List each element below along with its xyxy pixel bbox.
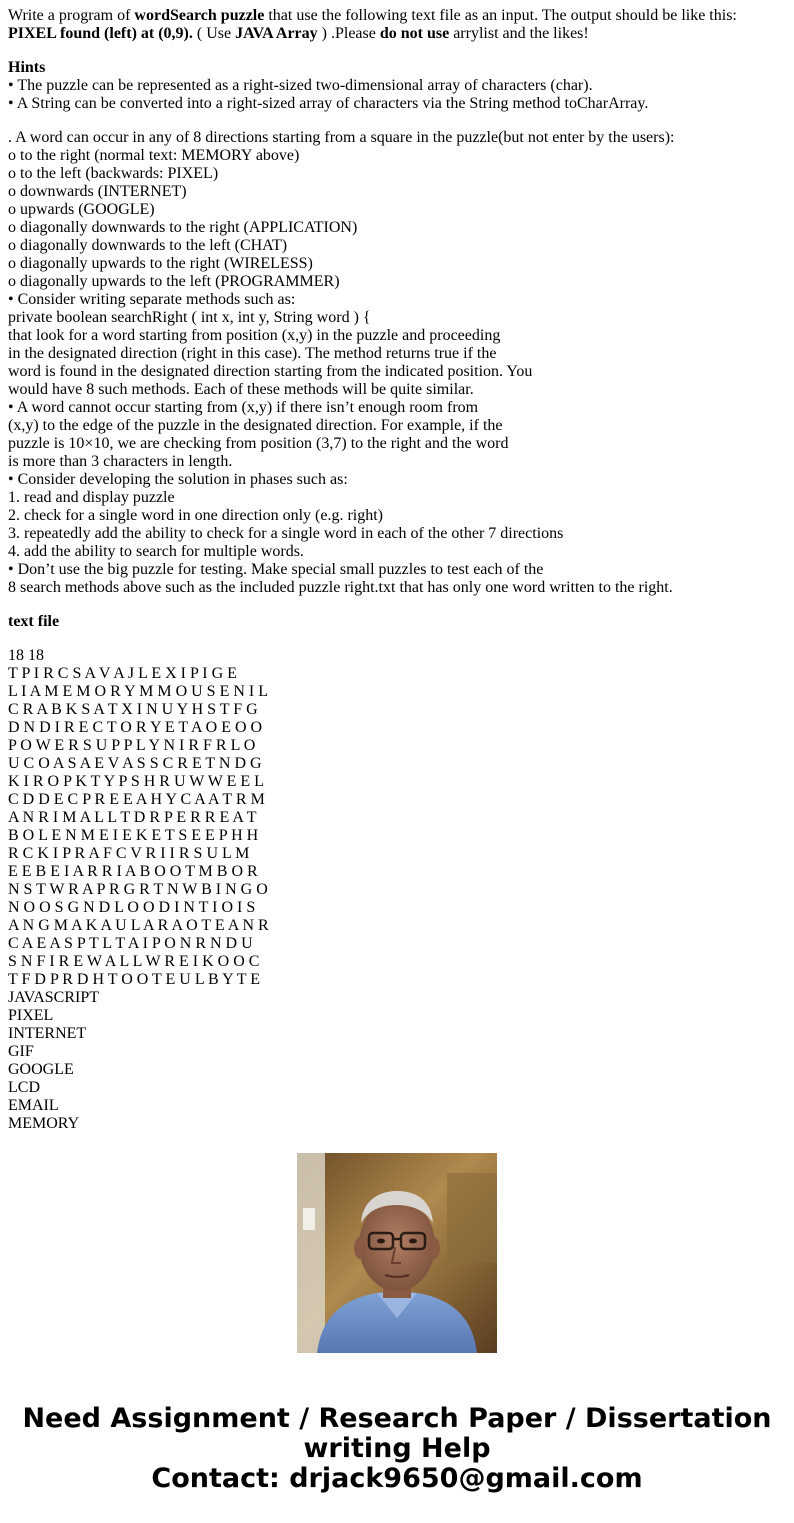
puzzle-row: N S T W R A P R G R T N W B I N G O [8,881,268,898]
direction-line: o diagonally upwards to the left (PROGRAMMER) [8,273,340,290]
direction-line: o to the right (normal text: MEMORY above) [8,147,300,164]
word-list-item: PIXEL [8,1007,54,1024]
direction-line: • Consider writing separate methods such as: [8,291,296,308]
intro-bold-donotuse: do not use [379,25,450,42]
textfile-line: 18 18 [8,647,44,664]
direction-line: o diagonally downwards to the left (CHAT) [8,237,288,254]
intro-text-4: ) .Please [317,25,380,42]
puzzle-row: C A E A S P T L T A I P O N R N D U [8,935,253,952]
puzzle-row: P O W E R S U P P L Y N I R F R L O [8,737,256,754]
puzzle-row: C D D E C P R E E A H Y C A A T R M [8,791,265,808]
intro-text-2: that use the following text file as an input. The output should be like this: [264,7,737,24]
puzzle-row: L I A M E M O R Y M M O U S E N I L [8,683,269,700]
hint-line: • A String can be converted into a right-sized array of characters via the String method toCharArray. [8,95,649,112]
puzzle-row: D N D I R E C T O R Y E T A O E O O [8,719,263,736]
direction-line: o diagonally downwards to the right (APPLICATION) [8,219,358,236]
direction-line: . A word can occur in any of 8 directions starting from a square in the puzzle(but not enter by the users): [8,129,675,146]
intro-bold-program: wordSearch puzzle [134,7,265,24]
direction-line: • A word cannot occur starting from (x,y) if there isn’t enough room from [8,399,479,416]
intro-bold-output: PIXEL found (left) at (0,9). [8,25,193,42]
word-list-item: EMAIL [8,1097,59,1114]
direction-line: puzzle is 10×10, we are checking from position (3,7) to the right and the word [8,435,509,452]
hints-heading: Hints [8,59,46,76]
direction-line: 8 search methods above such as the included puzzle right.txt that has only one word written to the right. [8,579,673,596]
portrait-photo [297,1153,497,1353]
word-list-item: LCD [8,1079,40,1096]
word-list-item: GIF [8,1043,34,1060]
puzzle-row: T P I R C S A V A J L E X I P I G E [8,665,237,682]
intro-paragraph [8,7,788,43]
intro-text-3: ( Use [192,25,236,42]
puzzle-row: C R A B K S A T X I N U Y H S T F G [8,701,258,718]
direction-line: o downwards (INTERNET) [8,183,187,200]
puzzle-row: T F D P R D H T O O T E U L B Y T E [8,971,261,988]
word-list-item: GOOGLE [8,1061,74,1078]
puzzle-row: A N R I M A L L T D R P E R R E A T [8,809,257,826]
direction-line: would have 8 such methods. Each of these methods will be quite similar. [8,381,474,398]
puzzle-row: N O O S G N D L O O D I N T I O I S [8,899,256,916]
direction-line: o upwards (GOOGLE) [8,201,155,218]
directions-paragraph [8,129,788,597]
direction-line: in the designated direction (right in this case). The method returns true if the [8,345,497,362]
hint-line: • The puzzle can be represented as a right-sized two-dimensional array of characters (char). [8,77,593,94]
promo-line-1: Need Assignment / Research Paper / Dissertation [22,1403,772,1434]
question-text [8,7,788,1132]
puzzle-row: S N F I R E W A L L W R E I K O O C [8,953,260,970]
direction-line: 3. repeatedly add the ability to check for a single word in each of the other 7 directions [8,525,564,542]
textfile-heading: text file [8,613,60,630]
direction-line: o to the left (backwards: PIXEL) [8,165,219,182]
textfile-contents [8,647,788,1133]
direction-line: that look for a word starting from position (x,y) in the puzzle and proceeding [8,327,501,344]
direction-line: (x,y) to the edge of the puzzle in the designated direction. For example, if the [8,417,503,434]
direction-line: 4. add the ability to search for multiple words. [8,543,304,560]
puzzle-row: B O L E N M E I E K E T S E E P H H [8,827,259,844]
puzzle-row: K I R O P K T Y P S H R U W W E E L [8,773,264,790]
intro-text-1: Write a program of [8,7,135,24]
textfile-heading-paragraph [8,613,788,631]
direction-line: • Don’t use the big puzzle for testing. Make special small puzzles to test each of the [8,561,544,578]
direction-line: word is found in the designated direction starting from the indicated position. You [8,363,533,380]
direction-line: o diagonally upwards to the right (WIRELESS) [8,255,313,272]
promo-contact: Contact: drjack9650@gmail.com [151,1463,643,1494]
direction-line: • Consider developing the solution in phases such as: [8,471,348,488]
intro-bold-array: JAVA Array [235,25,318,42]
puzzle-row: E E B E I A R R I A B O O T M B O R [8,863,258,880]
intro-text-5: arrylist and the likes! [449,25,589,42]
word-list-item: MEMORY [8,1115,80,1132]
avatar [297,1153,497,1353]
word-list-item: JAVASCRIPT [8,989,100,1006]
promo-line-2: writing Help [303,1433,491,1464]
promo-banner [0,1404,794,1494]
puzzle-row: A N G M A K A U L A R A O T E A N R [8,917,269,934]
word-list-item: INTERNET [8,1025,87,1042]
puzzle-row: R C K I P R A F C V R I I R S U L M [8,845,250,862]
hints-paragraph [8,59,788,113]
direction-line: 2. check for a single word in one direction only (e.g. right) [8,507,383,524]
direction-line: private boolean searchRight ( int x, int y, String word ) { [8,309,371,326]
puzzle-row: U C O A S A E V A S S C R E T N D G [8,755,262,772]
direction-line: 1. read and display puzzle [8,489,175,506]
direction-line: is more than 3 characters in length. [8,453,233,470]
